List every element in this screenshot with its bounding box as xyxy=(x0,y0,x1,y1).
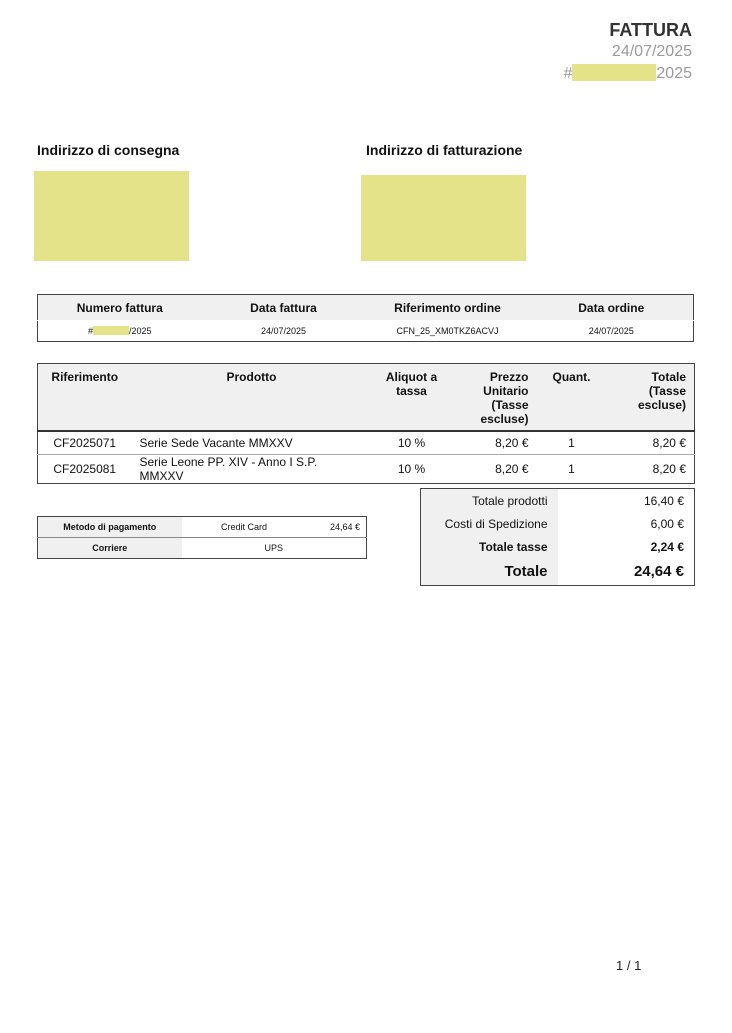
table-row xyxy=(38,455,695,484)
product-total: 8,20 € xyxy=(607,455,695,484)
billing-address-redacted xyxy=(361,175,526,261)
document-number-prefix: # xyxy=(563,65,573,82)
shipping-cost-value: 6,00 € xyxy=(650,516,684,531)
totals-tax-row xyxy=(421,535,695,558)
totals-shipping-row xyxy=(421,512,695,535)
header-reference: Riferimento xyxy=(38,364,132,432)
payment-method-amount: 24,64 € xyxy=(329,522,360,532)
header-total: Totale (Tasse escluse) xyxy=(607,364,695,432)
grand-total-label: Totale xyxy=(421,558,558,586)
header-invoice-date: Data fattura xyxy=(202,295,366,321)
billing-address-heading: Indirizzo di fatturazione xyxy=(366,142,523,158)
order-info-header-row xyxy=(38,295,694,321)
totals-table xyxy=(420,488,695,586)
header-tax-rate: Aliquot a tassa xyxy=(372,364,452,432)
header-product: Prodotto xyxy=(132,364,372,432)
header-order-date: Data ordine xyxy=(530,295,694,321)
header-order-reference: Riferimento ordine xyxy=(366,295,530,321)
order-info-row xyxy=(38,321,694,342)
product-unit-price: 8,20 € xyxy=(452,455,537,484)
product-reference: CF2025081 xyxy=(38,455,132,484)
carrier-label: Corriere xyxy=(38,538,182,559)
shipping-address-redacted xyxy=(34,171,189,261)
page-number: 1 / 1 xyxy=(616,958,642,973)
total-tax-label: Totale tasse xyxy=(421,535,558,558)
invoice-number-prefix: # xyxy=(87,326,93,336)
total-products-value: 16,40 € xyxy=(643,493,684,508)
totals-grand-row xyxy=(421,558,695,586)
grand-total-value: 24,64 € xyxy=(633,563,684,580)
invoice-number-suffix: /2025 xyxy=(128,326,152,336)
totals-products-row xyxy=(421,489,695,513)
document-title: FATTURA xyxy=(609,20,692,40)
carrier-value: UPS xyxy=(182,538,367,559)
shipping-address-heading: Indirizzo di consegna xyxy=(37,142,180,158)
payment-table xyxy=(37,516,367,559)
redacted-block xyxy=(93,326,129,335)
invoice-date: 24/07/2025 xyxy=(202,321,366,342)
document-date: 24/07/2025 xyxy=(611,43,692,60)
product-tax-rate: 10 % xyxy=(397,436,426,450)
header-unit-price: Prezzo Unitario (Tasse escluse) xyxy=(452,364,537,432)
product-name: Serie Sede Vacante MMXXV xyxy=(139,436,293,450)
carrier-row xyxy=(38,538,367,559)
products-table xyxy=(37,363,695,484)
shipping-cost-label: Costi di Spedizione xyxy=(421,512,558,535)
header-quantity: Quant. xyxy=(537,364,607,432)
product-quantity: 1 xyxy=(568,436,575,450)
payment-method-row xyxy=(38,517,367,538)
product-quantity: 1 xyxy=(537,455,607,484)
payment-method-value: Credit Card xyxy=(220,522,267,532)
products-header-row xyxy=(38,364,695,432)
table-row xyxy=(38,431,695,455)
product-reference: CF2025071 xyxy=(53,436,117,450)
product-tax-rate: 10 % xyxy=(372,455,452,484)
product-unit-price: 8,20 € xyxy=(495,436,529,450)
document-number-suffix: 2025 xyxy=(656,65,692,82)
order-date: 24/07/2025 xyxy=(530,321,694,342)
product-name: Serie Leone PP. XIV - Anno I S.P. MMXXV xyxy=(132,455,372,484)
document-number xyxy=(564,64,693,83)
invoice-number xyxy=(38,321,202,342)
redacted-block xyxy=(572,64,656,81)
order-reference: CFN_25_XM0TKZ6ACVJ xyxy=(366,321,530,342)
total-tax-value: 2,24 € xyxy=(650,539,684,554)
payment-method-label: Metodo di pagamento xyxy=(38,517,182,538)
total-products-label: Totale prodotti xyxy=(421,489,558,513)
product-total: 8,20 € xyxy=(652,436,686,450)
header-invoice-number: Numero fattura xyxy=(38,295,202,321)
order-info-table xyxy=(37,294,694,342)
